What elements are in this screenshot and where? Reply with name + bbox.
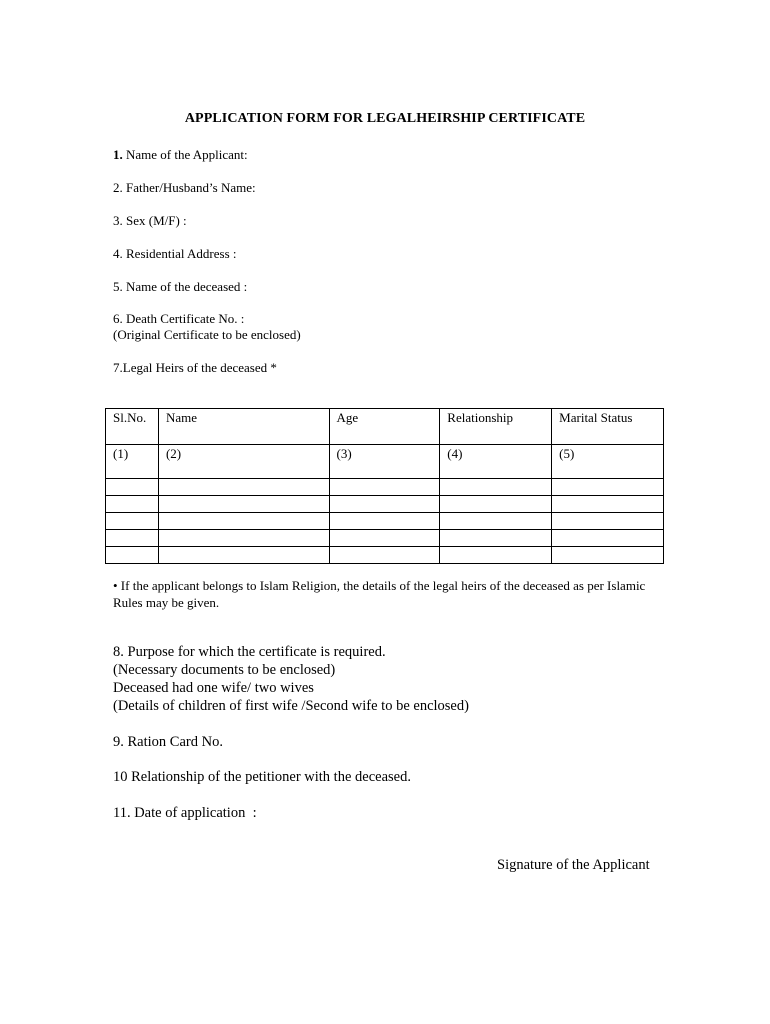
wives-line: Deceased had one wife/ two wives [113,680,314,696]
field-death-certificate [113,311,301,343]
field-applicant-name [113,147,248,163]
table-cell[interactable] [329,513,440,530]
table-cell[interactable] [440,530,552,547]
table-cell[interactable] [329,496,440,513]
field-father-husband-name: 2. Father/Husband’s Name: [113,180,256,195]
field-residential-address: 4. Residential Address : [113,246,237,261]
table-cell: (4) [440,445,552,479]
table-cell[interactable] [440,479,552,496]
table-cell: (1) [106,445,159,479]
table-cell[interactable] [552,513,664,530]
field-petitioner-relationship: 10 Relationship of the petitioner with the deceased. [113,769,411,785]
table-cell[interactable] [329,479,440,496]
table-cell: (3) [329,445,440,479]
field-label: Name of the Applicant: [122,147,248,162]
table-cell[interactable] [552,496,664,513]
islam-religion-note: • If the applicant belongs to Islam Religion, the details of the legal heirs of the deceased as per Islamic Rules may be given. [113,578,646,610]
table-cell[interactable] [158,479,329,496]
table-cell[interactable] [158,530,329,547]
table-cell[interactable] [106,479,159,496]
table-cell: (2) [158,445,329,479]
table-cell[interactable] [329,530,440,547]
table-cell[interactable] [106,496,159,513]
field-sex: 3. Sex (M/F) : [113,213,187,228]
table-cell[interactable] [552,547,664,564]
table-header-row [106,409,664,445]
column-header: Age [329,409,440,445]
form-title: APPLICATION FORM FOR LEGALHEIRSHIP CERTIFICATE [184,111,586,126]
table-cell[interactable] [106,547,159,564]
table-cell[interactable] [440,513,552,530]
purpose-label: 8. Purpose for which the certificate is required. [113,644,386,660]
purpose-note: (Necessary documents to be enclosed) [113,662,336,678]
column-header: Marital Status [552,409,664,445]
table-cell[interactable] [552,530,664,547]
table-row [106,547,664,564]
children-note: (Details of children of first wife /Second wife to be enclosed) [113,698,469,714]
table-cell[interactable] [158,496,329,513]
table-cell[interactable] [552,479,664,496]
legal-heirs-table [105,408,664,564]
table-cell[interactable] [106,513,159,530]
field-note: (Original Certificate to be enclosed) [113,327,301,342]
field-purpose [113,643,469,715]
table-row [106,513,664,530]
signature-label: Signature of the Applicant [497,857,650,873]
table-cell[interactable] [158,513,329,530]
column-header: Relationship [440,409,552,445]
table-row [106,530,664,547]
table-cell: (5) [552,445,664,479]
table-cell[interactable] [440,547,552,564]
field-deceased-name: 5. Name of the deceased : [113,279,248,294]
table-index-row [106,445,664,479]
field-number: 1. [113,147,123,162]
table-cell[interactable] [329,547,440,564]
table-cell[interactable] [440,496,552,513]
field-label: 6. Death Certificate No. : [113,311,245,326]
table-cell[interactable] [158,547,329,564]
field-date-of-application: 11. Date of application : [113,805,257,821]
table-row [106,479,664,496]
table-row [106,496,664,513]
table-cell[interactable] [106,530,159,547]
field-ration-card: 9. Ration Card No. [113,734,223,750]
column-header: Name [158,409,329,445]
field-legal-heirs: 7.Legal Heirs of the deceased * [113,360,277,375]
column-header: Sl.No. [106,409,159,445]
